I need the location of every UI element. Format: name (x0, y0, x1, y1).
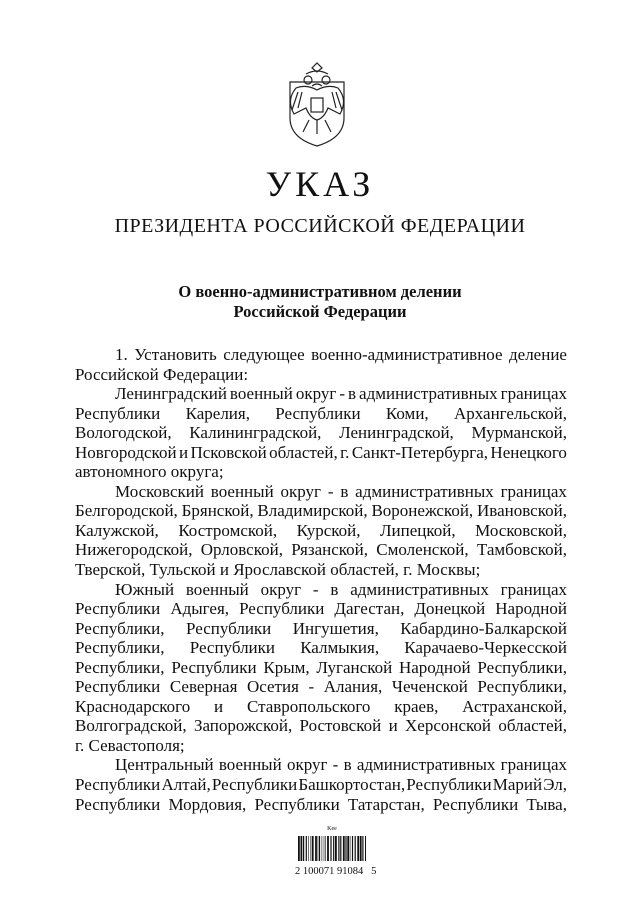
word: Центральный (115, 755, 214, 775)
word: Ленинградский (115, 384, 227, 404)
word: Республики (239, 599, 325, 619)
word: Коми, (385, 403, 429, 423)
coat-of-arms-icon (276, 60, 358, 148)
barcode-bar (318, 836, 319, 861)
word: Липецкой, (380, 520, 456, 540)
text-line (75, 560, 567, 580)
barcode-bars-icon (298, 836, 366, 861)
word: 1. (115, 345, 128, 364)
word: Республики (75, 599, 161, 619)
barcode-bar (306, 836, 307, 861)
word: Вологодской, (75, 423, 172, 443)
word: Республики (186, 618, 272, 638)
word: военный (218, 755, 282, 775)
word: Эл, (543, 775, 567, 795)
word: Республики (75, 403, 161, 423)
barcode-bar (352, 836, 353, 861)
text-line (75, 540, 567, 560)
word: административных (355, 481, 494, 501)
word: Алания, (323, 677, 383, 697)
word: - (339, 384, 345, 404)
word: Народной (495, 599, 567, 619)
word: Рязанской, (291, 540, 369, 560)
word: Республики (75, 794, 161, 814)
word: Республики (75, 775, 161, 795)
word: Адыгея, (170, 599, 230, 619)
word: Республики, (75, 657, 165, 677)
word: Республики (211, 775, 298, 795)
barcode-bar (357, 836, 359, 861)
barcode-bar (338, 836, 339, 861)
word: Марий (492, 775, 543, 795)
word: в (343, 755, 352, 775)
text-line (75, 638, 567, 658)
subject-line: О военно-административном делении (178, 282, 462, 301)
barcode-bar (333, 836, 334, 861)
word: в (340, 481, 349, 501)
barcode (295, 826, 377, 877)
word: Ленинградской, (339, 423, 454, 443)
word: Псковской (190, 442, 267, 462)
word: Смоленской, (376, 540, 469, 560)
barcode-bar (327, 836, 329, 861)
barcode-bar (301, 836, 303, 861)
word: следующее (223, 345, 305, 364)
word: границах (500, 384, 567, 404)
word: Башкортостан, (298, 775, 406, 795)
word: Татарстан, (347, 794, 425, 814)
word: Астраханской, (462, 696, 567, 716)
barcode-bar (345, 836, 346, 861)
word: Дагестан, (334, 599, 405, 619)
word: Архангельской, (453, 403, 567, 423)
barcode-bar (315, 836, 317, 861)
word: Республики (189, 638, 276, 658)
document-subtitle: ПРЕЗИДЕНТА РОССИЙСКОЙ ФЕДЕРАЦИИ (114, 215, 526, 237)
word: Московский (115, 481, 204, 501)
paragraph (75, 482, 567, 580)
word: Костромской, (178, 520, 278, 540)
word: границах (500, 579, 567, 599)
document-title: УКАЗ (265, 164, 375, 204)
barcode-bar (362, 836, 363, 861)
line-text: Тверской, Тульской и Ярославской областей, г. Москвы; (75, 560, 481, 580)
text-line (75, 580, 567, 600)
word: Луганской (316, 657, 393, 677)
word: Волгоградской, (75, 716, 187, 736)
document-body (75, 345, 567, 814)
paragraph (75, 384, 567, 482)
text-line (75, 482, 567, 502)
barcode-bar (324, 836, 325, 861)
word: краев, (394, 696, 439, 716)
word: Новгородской (75, 442, 177, 462)
word: административных (359, 384, 498, 404)
text-line (75, 677, 567, 697)
word: Республики, (75, 618, 165, 638)
paragraph (75, 580, 567, 756)
text-line (75, 365, 567, 385)
text-line (75, 716, 567, 736)
paragraph (75, 755, 567, 814)
word: и (388, 716, 398, 736)
word: в (348, 384, 357, 404)
word: Санкт-Петербурга, (351, 442, 489, 462)
text-line (75, 619, 567, 639)
barcode-bar (312, 836, 314, 861)
word: Южный (115, 579, 175, 599)
word: Установить (134, 345, 217, 364)
text-line (75, 462, 567, 482)
word: Белгородской, (75, 501, 178, 521)
word: военный (210, 481, 274, 501)
word: Мурманской, (471, 423, 567, 443)
barcode-bar (330, 836, 331, 861)
word: областей, (269, 442, 338, 462)
word: Мордовия, (168, 794, 247, 814)
word: Республики (406, 775, 492, 795)
word: Республики (171, 657, 257, 677)
barcode-bar (355, 836, 356, 861)
word: Тыва, (526, 794, 567, 814)
barcode-mark: Kee (327, 826, 337, 832)
text-line (75, 795, 567, 815)
word: Тамбовской, (476, 540, 567, 560)
word: Республики (432, 794, 519, 814)
word: - (312, 579, 319, 599)
word: Республики (254, 794, 340, 814)
text-line (75, 599, 567, 619)
text-line (75, 775, 567, 795)
barcode-bar (308, 836, 309, 861)
word: Донецкой (414, 599, 486, 619)
line-text: автономного округа; (75, 462, 224, 482)
word: Московской, (475, 520, 567, 540)
word: округ (295, 384, 337, 404)
word: Народной (398, 657, 471, 677)
line-text: г. Севастополя; (75, 735, 185, 755)
word: Калмыкия, (300, 638, 380, 658)
word: Орловской, (200, 540, 283, 560)
word: административных (350, 579, 489, 599)
barcode-bar (311, 836, 312, 861)
word: Калужской, (75, 520, 159, 540)
subject-line: Российской Федерации (233, 301, 407, 321)
text-line (75, 658, 567, 678)
text-line (75, 501, 567, 521)
barcode-bar (319, 836, 320, 861)
barcode-bar (325, 836, 326, 861)
text-line (75, 404, 567, 424)
word: Чеченской (391, 677, 468, 697)
word: Республики, (477, 657, 567, 677)
paragraph (75, 345, 567, 384)
word: Краснодарского (75, 696, 191, 716)
word: Калининградской, (189, 423, 322, 443)
word: военный (229, 384, 293, 404)
word: Карачаево-Черкесской (404, 638, 567, 658)
word: военный (185, 579, 249, 599)
word: Владимирской, (257, 501, 368, 521)
word: деление (509, 345, 567, 364)
barcode-bar (350, 836, 351, 861)
line-text: Российской Федерации: (75, 364, 249, 384)
word: Карелия, (185, 403, 250, 423)
word: - (327, 481, 334, 501)
word: - (308, 677, 315, 697)
word: Ставропольского (246, 696, 371, 716)
barcode-bar (343, 836, 345, 861)
word: Республики, (477, 677, 567, 697)
word: округ (280, 481, 322, 501)
text-line (75, 697, 567, 717)
word: Херсонской (405, 716, 492, 736)
barcode-bar (365, 836, 366, 861)
barcode-bar (303, 836, 304, 861)
word: Ивановской, (477, 501, 567, 521)
text-line (75, 755, 567, 775)
text-line (75, 345, 567, 365)
word: округ (260, 579, 302, 599)
text-line (75, 384, 567, 404)
word: Осетия (246, 677, 299, 697)
word: Курской, (296, 520, 361, 540)
word: округ (286, 755, 328, 775)
word: Республики (75, 677, 161, 697)
document-subject (0, 282, 640, 321)
word: Ингушетия, (292, 618, 379, 638)
barcode-bar (340, 836, 341, 861)
barcode-bar (298, 836, 300, 861)
word: Северная (169, 677, 238, 697)
barcode-bar (360, 836, 362, 861)
word: Воронежской, (371, 501, 474, 521)
word: областей, (498, 716, 567, 736)
word: Запорожской, (193, 716, 293, 736)
word: Брянской, (181, 501, 254, 521)
text-line (75, 521, 567, 541)
word: военно-административное (311, 345, 503, 364)
word: Кабардино-Балкарской (400, 618, 567, 638)
word: Алтай, (161, 775, 211, 795)
word: Ростовской (299, 716, 382, 736)
word: - (332, 755, 339, 775)
word: и (214, 696, 224, 716)
text-line (75, 736, 567, 756)
barcode-bar (322, 836, 323, 861)
text-line (75, 443, 567, 463)
barcode-bar (335, 836, 337, 861)
barcode-number: 2 100071 91084 5 (295, 866, 377, 877)
barcode-bar (347, 836, 349, 861)
word: границах (500, 481, 567, 501)
word: границах (500, 755, 567, 775)
word: Ненецкого (490, 442, 567, 462)
text-line (75, 423, 567, 443)
word: в (330, 579, 339, 599)
word: Нижегородской, (75, 540, 193, 560)
word: административных (356, 755, 496, 775)
word: Республики, (75, 638, 165, 658)
word: Республики (275, 403, 361, 423)
word: Крым, (263, 657, 310, 677)
word: г. (340, 442, 350, 462)
word: и (178, 442, 189, 462)
